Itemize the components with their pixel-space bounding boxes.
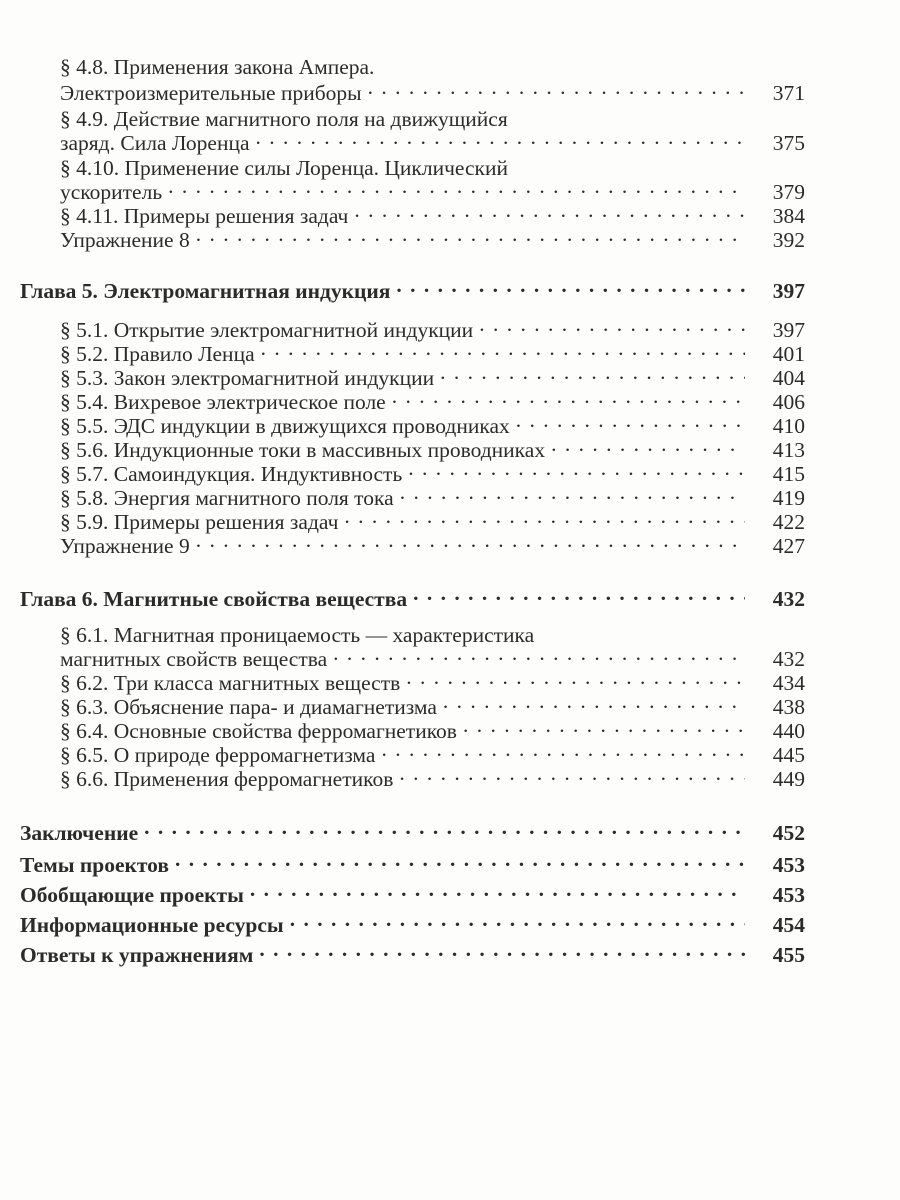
- entry-page: 445: [772, 743, 805, 767]
- toc-entry-exercise-8: [60, 221, 805, 252]
- leader-dots: [344, 503, 745, 529]
- entry-page: 453: [772, 853, 805, 877]
- toc-entry-5-1: [60, 311, 805, 342]
- toc-entry-5-9: [60, 503, 805, 534]
- entry-page: 419: [772, 486, 805, 510]
- entry-page: 415: [772, 462, 805, 486]
- entry-title: § 5.6. Индукционные токи в массивных проводниках: [60, 438, 546, 462]
- toc-entry-4-8-line1: [60, 48, 805, 79]
- leader-dots: [175, 846, 745, 872]
- entry-title: § 6.2. Три класса магнитных веществ: [60, 671, 401, 695]
- toc-entry-4-9: [60, 124, 805, 155]
- entry-page: 454: [772, 913, 805, 937]
- entry-title: Упражнение 8: [60, 228, 190, 252]
- toc-entry-4-10: [60, 173, 805, 204]
- leader-dots: [440, 359, 745, 385]
- entry-page: 432: [772, 647, 805, 671]
- leader-dots: [368, 74, 745, 100]
- entry-title: § 4.9. Действие магнитного поля на движущийся: [60, 107, 508, 131]
- entry-title: § 5.3. Закон электромагнитной индукции: [60, 366, 435, 390]
- toc-chapter-5: [20, 272, 805, 303]
- toc-entry-6-3: [60, 688, 805, 719]
- leader-dots: [400, 479, 745, 505]
- entry-title: § 5.7. Самоиндукция. Индуктивность: [60, 462, 403, 486]
- entry-title: Обобщающие проекты: [20, 883, 244, 907]
- entry-title: § 5.5. ЭДС индукции в движущихся проводниках: [60, 414, 510, 438]
- toc-entry-4-11: [60, 197, 805, 228]
- toc-entry-4-8: [60, 74, 805, 105]
- entry-page: 438: [772, 695, 805, 719]
- leader-dots: [259, 936, 745, 962]
- entry-title: магнитных свойств вещества: [60, 647, 328, 671]
- leader-dots: [408, 455, 745, 481]
- entry-title: Электроизмерительные приборы: [60, 81, 362, 105]
- entry-page: 397: [772, 279, 805, 303]
- leader-dots: [261, 335, 745, 361]
- entry-page: 455: [772, 943, 805, 967]
- toc-entry-6-6: [60, 760, 805, 791]
- leader-dots: [396, 272, 745, 298]
- entry-page: 434: [772, 671, 805, 695]
- toc-information-resources: [20, 906, 805, 937]
- leader-dots: [406, 664, 745, 690]
- entry-title: Заключение: [20, 821, 139, 845]
- entry-page: 375: [772, 131, 805, 155]
- entry-title: § 5.4. Вихревое электрическое поле: [60, 390, 386, 414]
- toc-entry-exercise-9: [60, 527, 805, 558]
- leader-dots: [196, 527, 745, 553]
- entry-title: § 6.5. О природе ферромагнетизма: [60, 743, 376, 767]
- leader-dots: [392, 383, 745, 409]
- entry-page: 413: [772, 438, 805, 462]
- entry-title: Упражнение 9: [60, 534, 190, 558]
- entry-page: 406: [772, 390, 805, 414]
- leader-dots: [479, 311, 745, 337]
- toc-entry-4-9-line1: [60, 100, 805, 131]
- entry-title: § 5.2. Правило Ленца: [60, 342, 255, 366]
- entry-page: 432: [772, 587, 805, 611]
- toc-chapter-6: [20, 580, 805, 611]
- entry-title: Темы проектов: [20, 853, 169, 877]
- toc-entry-6-2: [60, 664, 805, 695]
- entry-title: § 5.1. Открытие электромагнитной индукции: [60, 318, 474, 342]
- toc-answers: [20, 936, 805, 967]
- leader-dots: [413, 580, 745, 606]
- toc-summary-projects: [20, 876, 805, 907]
- entry-page: 449: [772, 767, 805, 791]
- toc-entry-6-1-line1: [60, 616, 805, 647]
- entry-title: § 4.10. Применение силы Лоренца. Циклический: [60, 156, 509, 180]
- entry-page: 379: [772, 180, 805, 204]
- entry-title: ускоритель: [60, 180, 163, 204]
- leader-dots: [196, 221, 745, 247]
- toc-entry-5-7: [60, 455, 805, 486]
- entry-title: заряд. Сила Лоренца: [60, 131, 250, 155]
- entry-page: 422: [772, 510, 805, 534]
- entry-page: 404: [772, 366, 805, 390]
- leader-dots: [551, 431, 745, 457]
- entry-page: 427: [772, 534, 805, 558]
- toc-entry-6-5: [60, 736, 805, 767]
- toc-project-topics: [20, 846, 805, 877]
- entry-title: § 6.6. Применения ферромагнетиков: [60, 767, 394, 791]
- leader-dots: [516, 407, 745, 433]
- entry-title: Глава 6. Магнитные свойства вещества: [20, 587, 408, 611]
- entry-page: 452: [772, 821, 805, 845]
- toc-entry-5-6: [60, 431, 805, 462]
- leader-dots: [250, 876, 745, 902]
- toc-entry-5-2: [60, 335, 805, 366]
- toc-entry-6-1: [60, 640, 805, 671]
- leader-dots: [144, 814, 745, 840]
- entry-title: § 6.4. Основные свойства ферромагнетиков: [60, 719, 457, 743]
- entry-page: 440: [772, 719, 805, 743]
- entry-page: 401: [772, 342, 805, 366]
- entry-page: 453: [772, 883, 805, 907]
- toc-entry-5-3: [60, 359, 805, 390]
- toc-entry-5-5: [60, 407, 805, 438]
- toc-entry-5-8: [60, 479, 805, 510]
- leader-dots: [381, 736, 745, 762]
- leader-dots: [290, 906, 745, 932]
- toc-entry-6-4: [60, 712, 805, 743]
- entry-title: § 5.9. Примеры решения задач: [60, 510, 339, 534]
- leader-dots: [399, 760, 745, 786]
- toc-entry-4-10-line1: [60, 149, 805, 180]
- leader-dots: [256, 124, 745, 150]
- entry-title: Информационные ресурсы: [20, 913, 284, 937]
- entry-title: § 4.8. Применения закона Ампера.: [60, 55, 375, 79]
- entry-page: 371: [772, 81, 805, 105]
- leader-dots: [354, 197, 745, 223]
- leader-dots: [333, 640, 745, 666]
- entry-page: 410: [772, 414, 805, 438]
- entry-title: Ответы к упражнениям: [20, 943, 254, 967]
- toc-entry-5-4: [60, 383, 805, 414]
- entry-page: 397: [772, 318, 805, 342]
- leader-dots: [443, 688, 745, 714]
- leader-dots: [463, 712, 745, 738]
- leader-dots: [168, 173, 745, 199]
- entry-title: § 4.11. Примеры решения задач: [60, 204, 349, 228]
- entry-title: § 6.1. Магнитная проницаемость — характеристика: [60, 623, 535, 647]
- entry-page: 392: [772, 228, 805, 252]
- entry-title: § 5.8. Энергия магнитного поля тока: [60, 486, 394, 510]
- toc-conclusion: [20, 814, 805, 845]
- entry-title: § 6.3. Объяснение пара- и диамагнетизма: [60, 695, 437, 719]
- entry-title: Глава 5. Электромагнитная индукция: [20, 279, 391, 303]
- entry-page: 384: [772, 204, 805, 228]
